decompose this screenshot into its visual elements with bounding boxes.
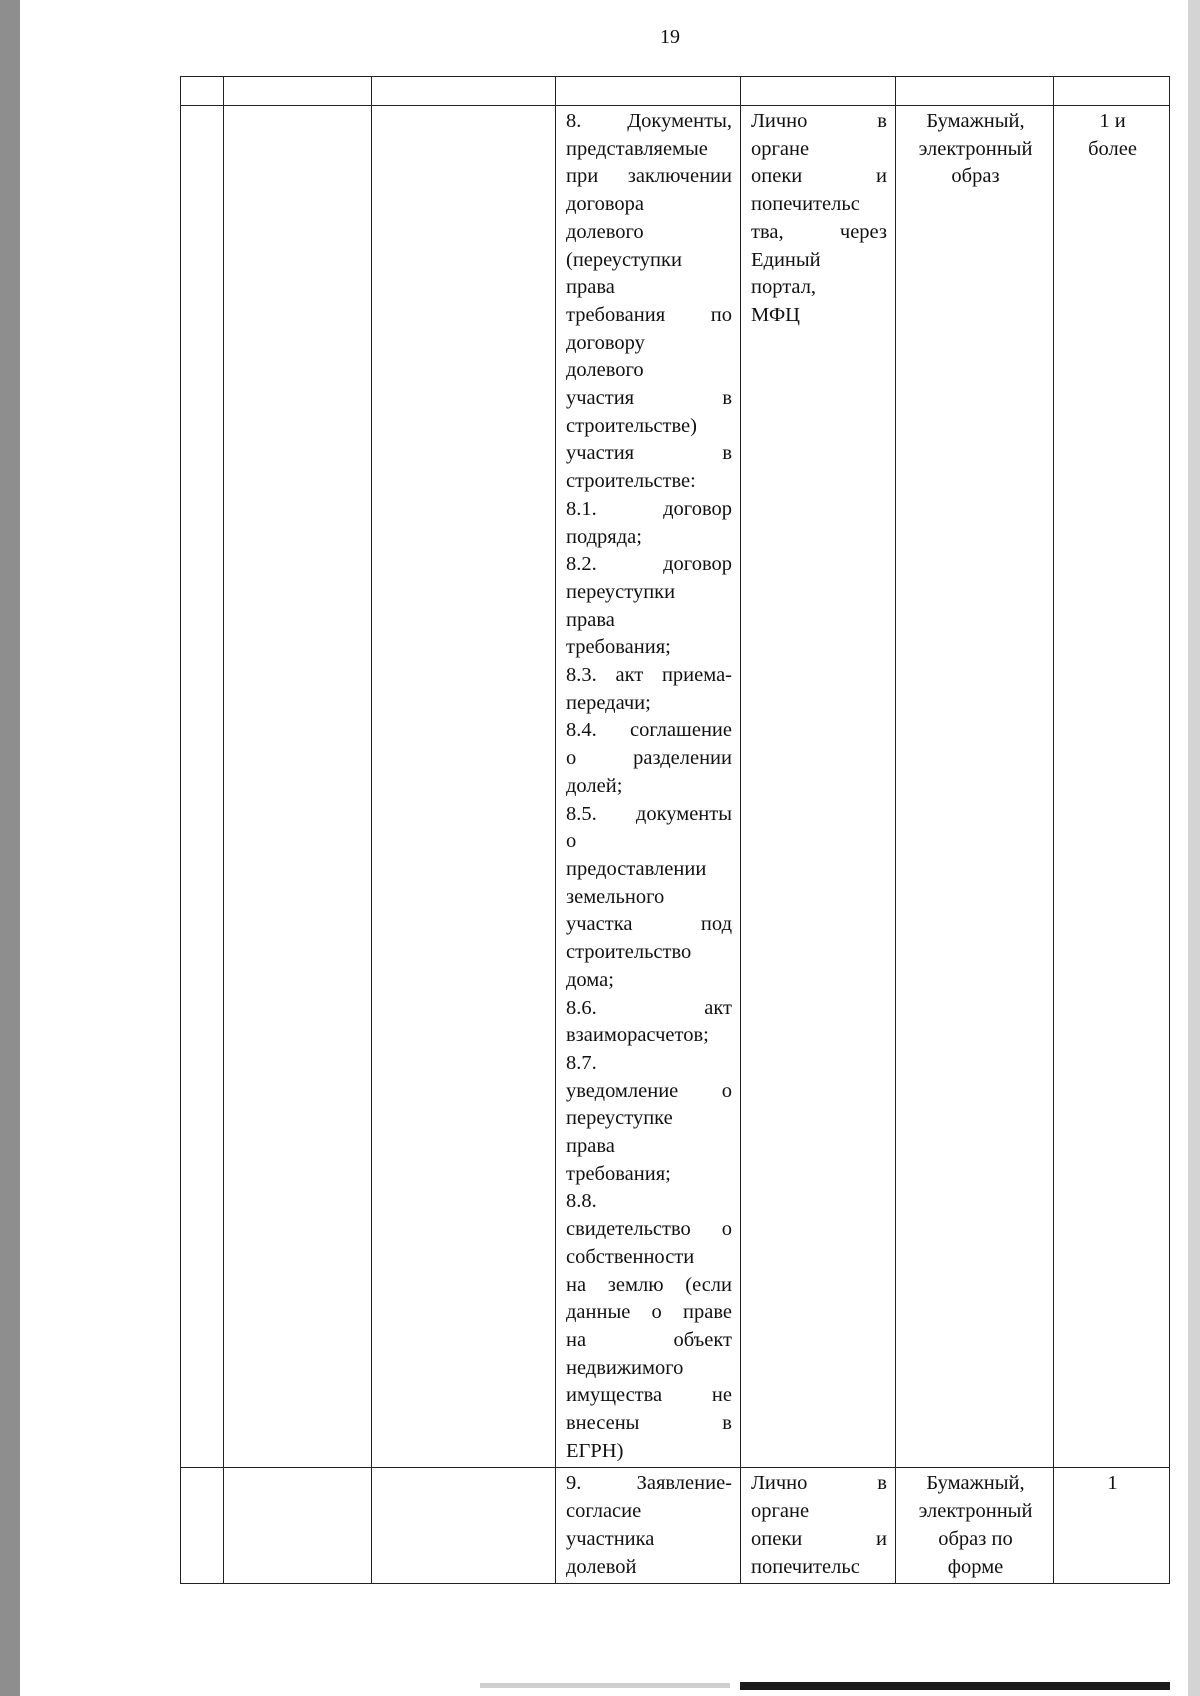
text-line: опеки и (751, 1527, 887, 1550)
table-header-row (181, 77, 1170, 106)
text-line: на землю (если (566, 1273, 732, 1296)
text-line: 8.4. соглашение (566, 719, 732, 742)
text-line: согласие (566, 1500, 642, 1523)
text-line: долевого (566, 220, 644, 243)
text-line: 8.5. документы (566, 802, 732, 825)
text-line: попечительс (751, 193, 860, 216)
text-line: МФЦ (751, 303, 800, 326)
text-line: требования; (566, 1162, 671, 1185)
text-line: Лично в (751, 110, 887, 132)
text-line: попечительс (751, 1555, 860, 1578)
text-line: ЕГРН) (566, 1439, 624, 1462)
text-line: дома; (566, 968, 614, 991)
text-line: 8.6. акт (566, 996, 732, 1019)
scan-artifact-bottom-light (480, 1683, 730, 1688)
text-line: о (566, 830, 577, 853)
text-line: (переуступки (566, 248, 682, 271)
text-line: более (1088, 137, 1137, 160)
text-line: недвижимого (566, 1356, 684, 1379)
text-line: электронный (918, 137, 1033, 160)
document-count-cell (1054, 106, 1170, 1468)
text-line: договора (566, 193, 644, 216)
text-line: органе (751, 137, 810, 160)
text-line: подряда; (566, 525, 642, 548)
text-line: опеки и (751, 165, 887, 188)
text-line: Единый (751, 248, 821, 271)
documents-table (180, 76, 1170, 1584)
text-line: строительстве) (566, 414, 697, 437)
text-line: долевого (566, 359, 644, 382)
text-line: долевой (566, 1555, 637, 1578)
text-line: долей; (566, 774, 623, 797)
text-line: 8.7. (566, 1051, 597, 1074)
text-line: уведомление о (566, 1079, 732, 1102)
text-line: собственности (566, 1245, 695, 1268)
header-cell-1 (181, 77, 224, 106)
text-line: на объект (566, 1328, 732, 1351)
text-line: о разделении (566, 747, 732, 770)
text-line: права (566, 1135, 615, 1158)
text-line: взаиморасчетов; (566, 1024, 709, 1047)
text-line: Бумажный, (926, 1472, 1025, 1495)
text-line: органе (751, 1500, 810, 1523)
document-form-cell (896, 106, 1054, 1468)
text-line: 8.8. (566, 1190, 597, 1213)
scan-border-left (0, 0, 20, 1696)
text-line: передачи; (566, 691, 651, 714)
header-cell-6 (896, 77, 1054, 106)
header-cell-4 (556, 77, 741, 106)
text-line: 8.2. договор (566, 553, 732, 576)
text-line: строительстве: (566, 470, 696, 493)
text-line: 1 (1107, 1472, 1118, 1495)
submission-method-cell (741, 106, 896, 1468)
scan-artifact-bottom-dark (740, 1682, 1170, 1690)
documents-cell (556, 106, 741, 1468)
text-line: 8.3. акт приема- (566, 664, 732, 687)
text-line: участия в (566, 387, 732, 410)
text-line: электронный (918, 1500, 1033, 1523)
text-line: Бумажный, (926, 110, 1025, 132)
page-number: 19 (660, 26, 680, 48)
text-line: 8. Документы, (566, 110, 732, 132)
text-line: данные о праве (566, 1301, 732, 1324)
empty-cell (181, 106, 224, 1468)
document-form-cell (896, 1468, 1054, 1584)
text-line: форме (947, 1555, 1004, 1578)
header-cell-7 (1054, 77, 1170, 106)
documents-cell (556, 1468, 741, 1584)
header-cell-2 (224, 77, 372, 106)
table-row (181, 106, 1170, 1468)
text-line: образ (951, 165, 1000, 188)
text-line: земельного (566, 885, 665, 908)
empty-cell (372, 1468, 556, 1584)
text-line: образ по (938, 1527, 1013, 1550)
header-cell-3 (372, 77, 556, 106)
header-cell-5 (741, 77, 896, 106)
empty-cell (224, 1468, 372, 1584)
text-line: 1 и (1099, 110, 1126, 132)
text-line: при заключении (566, 165, 732, 188)
submission-method-cell (741, 1468, 896, 1584)
empty-cell (372, 106, 556, 1468)
text-line: участника (566, 1527, 655, 1550)
text-line: имущества не (566, 1384, 732, 1407)
text-line: права (566, 276, 615, 299)
text-line: предоставлении (566, 857, 707, 880)
table-row (181, 1468, 1170, 1584)
text-line: требования; (566, 636, 671, 659)
text-line: права (566, 608, 615, 631)
text-line: тва, через (751, 220, 887, 243)
text-line: переуступки (566, 580, 676, 603)
empty-cell (181, 1468, 224, 1584)
text-line: портал, (751, 276, 817, 299)
text-line: 9. Заявление- (566, 1472, 732, 1495)
text-line: требования по (566, 303, 732, 326)
text-line: переуступке (566, 1107, 673, 1130)
text-line: участия в (566, 442, 732, 465)
text-line: участка под (566, 913, 732, 936)
scan-border-right (1188, 0, 1200, 1696)
empty-cell (224, 106, 372, 1468)
text-line: договору (566, 331, 645, 354)
text-line: строительство (566, 941, 692, 964)
text-line: свидетельство о (566, 1218, 732, 1241)
text-line: 8.1. договор (566, 497, 732, 520)
document-count-cell (1054, 1468, 1170, 1584)
text-line: представляемые (566, 137, 708, 160)
text-line: Лично в (751, 1472, 887, 1495)
text-line: внесены в (566, 1412, 732, 1435)
